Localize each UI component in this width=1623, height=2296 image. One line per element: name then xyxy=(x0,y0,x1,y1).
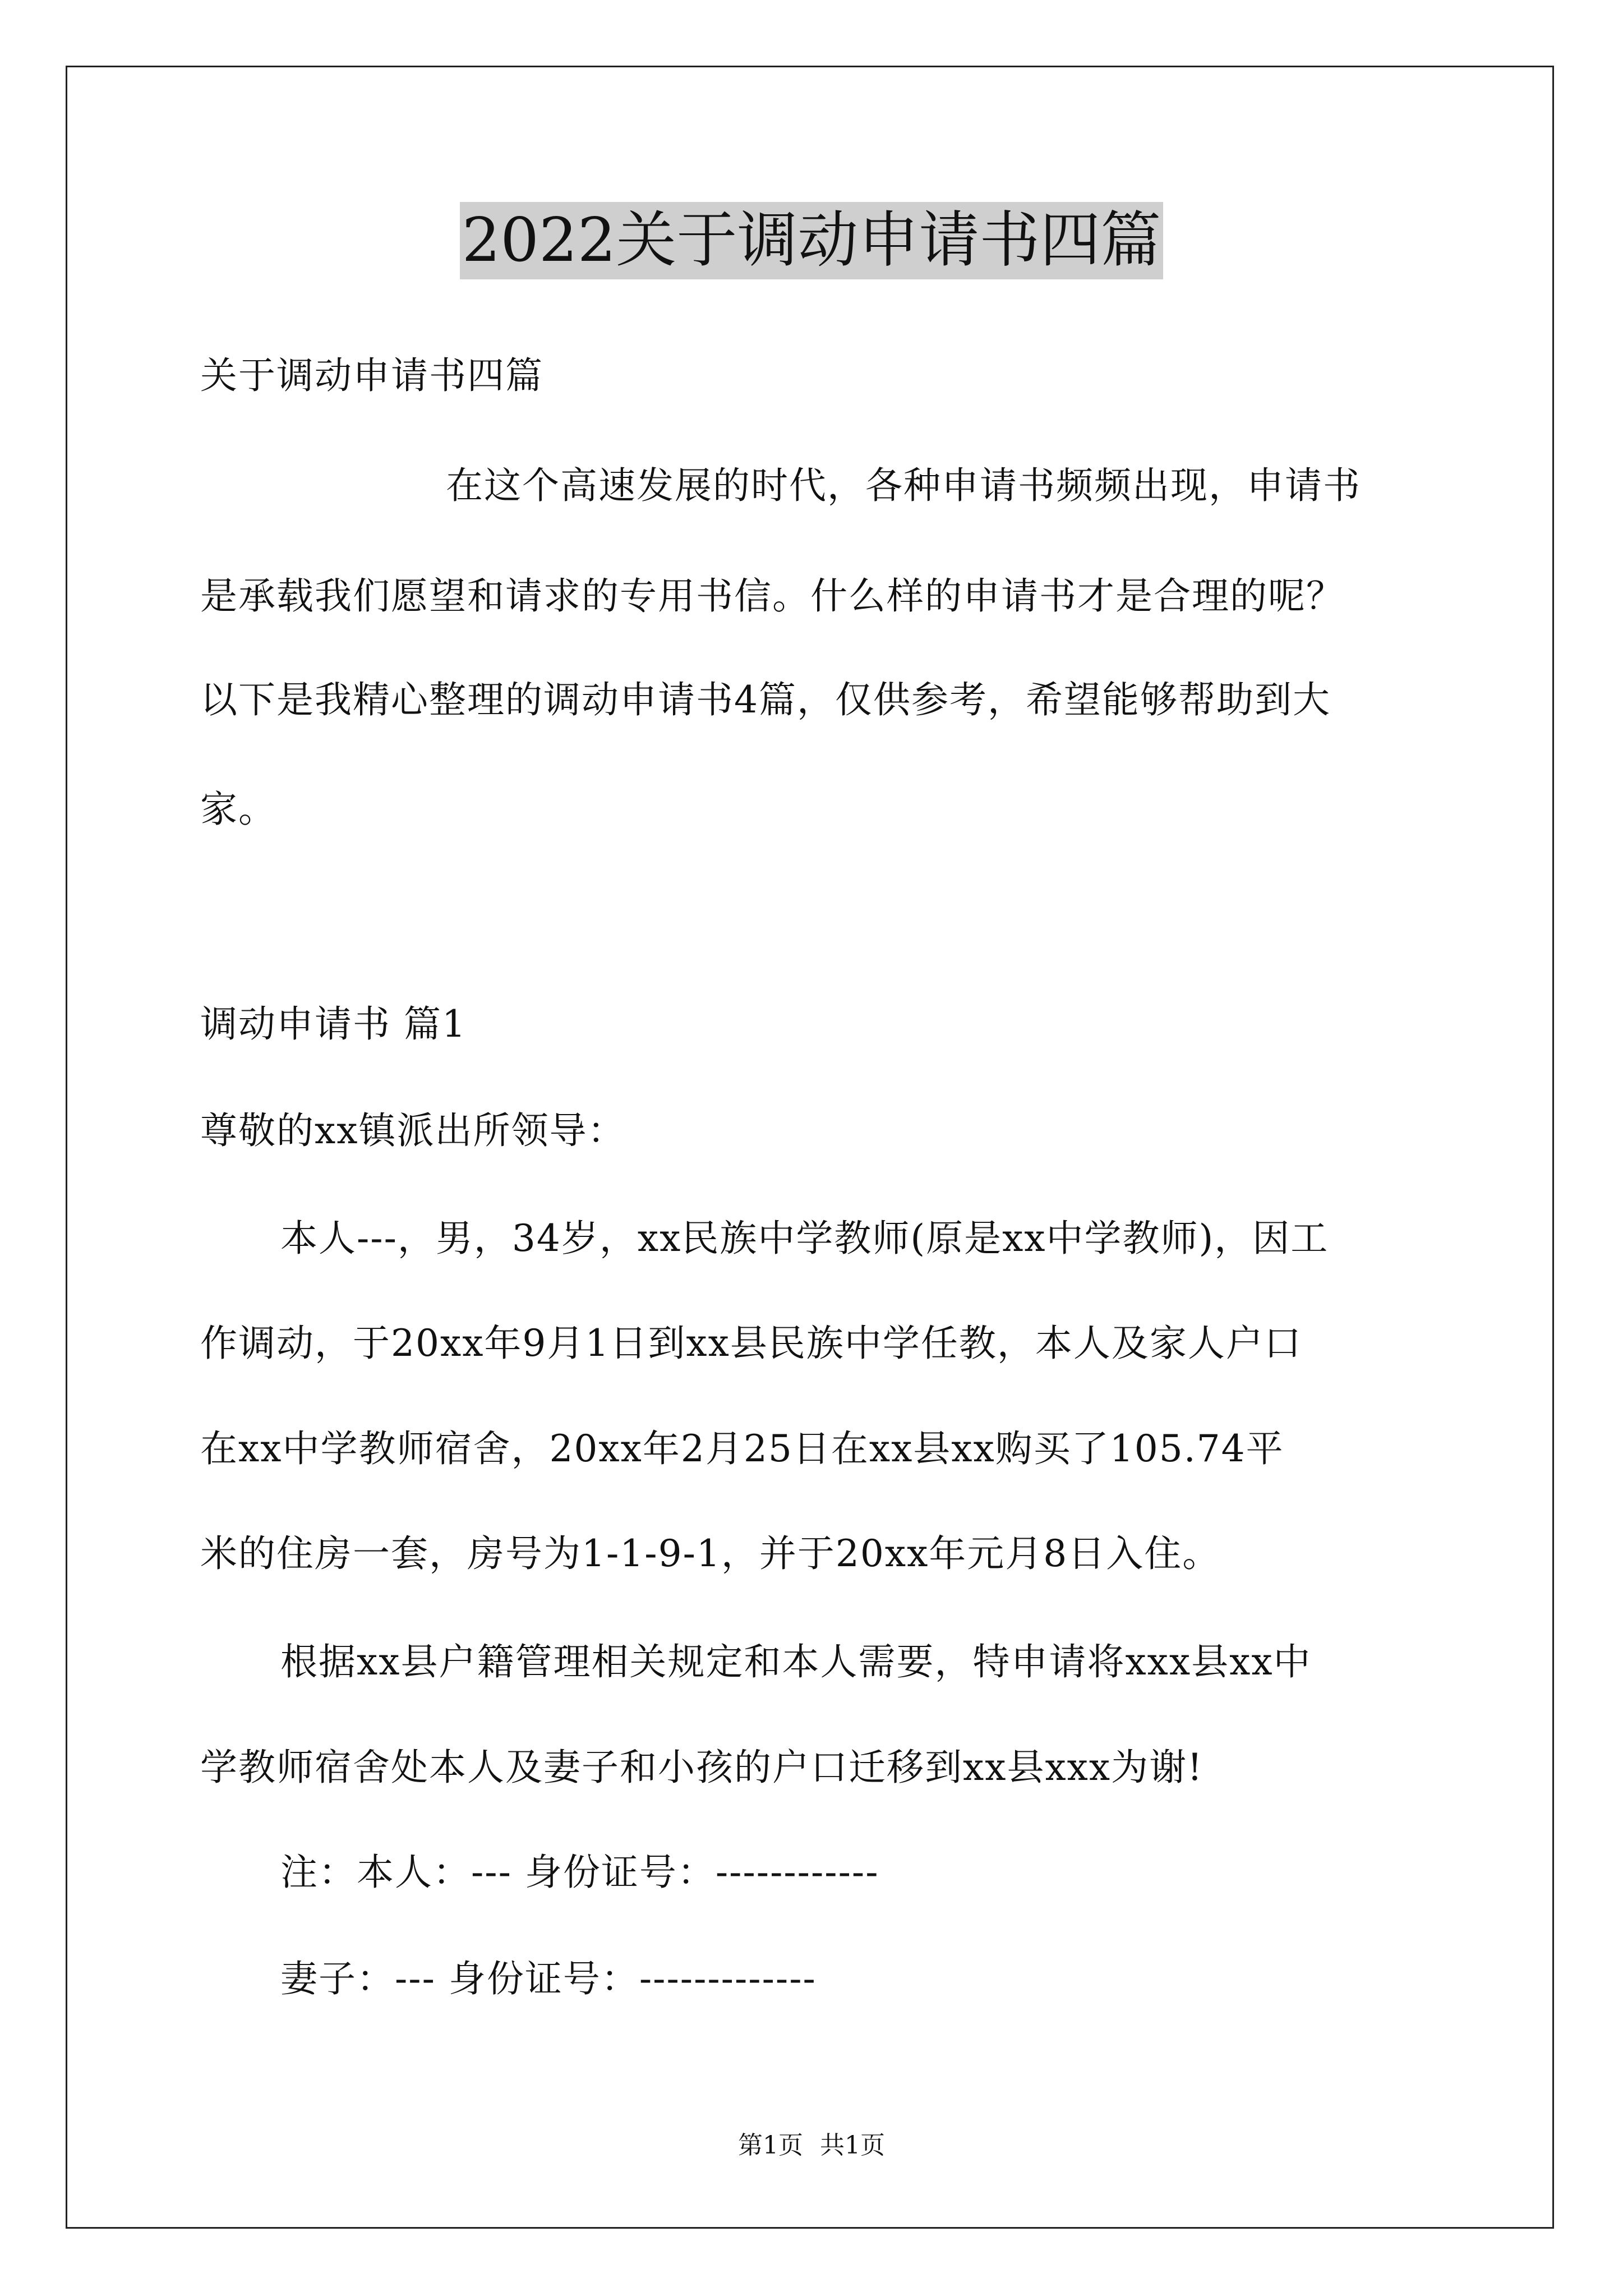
note-line-2: 妻子：--- 身份证号：------------- xyxy=(280,1957,817,2000)
paragraph-1-line-1: 本人---，男，34岁，xx民族中学教师(原是xx中学教师)，因工 xyxy=(280,1217,1329,1260)
intro-heading: 关于调动申请书四篇 xyxy=(200,354,543,397)
paragraph-2-line-2: 学教师宿舍处本人及妻子和小孩的户口迁移到xx县xxx为谢! xyxy=(200,1746,1204,1789)
paragraph-1-line-3: 在xx中学教师宿舍，20xx年2月25日在xx县xx购买了105.74平 xyxy=(200,1427,1284,1470)
page-total: 共1页 xyxy=(820,2131,885,2160)
section-heading: 调动申请书 篇1 xyxy=(200,1002,467,1046)
paragraph-2-line-1: 根据xx县户籍管理相关规定和本人需要，特申请将xxx县xx中 xyxy=(280,1640,1312,1683)
page-current: 第1页 xyxy=(738,2131,803,2160)
intro-line-4: 家。 xyxy=(200,788,276,831)
intro-line-2: 是承载我们愿望和请求的专用书信。什么样的申请书才是合理的呢？ xyxy=(200,574,1344,618)
salutation: 尊敬的xx镇派出所领导： xyxy=(200,1109,626,1152)
paragraph-1-line-4: 米的住房一套，房号为1-1-9-1，并于20xx年元月8日入住。 xyxy=(200,1532,1221,1575)
page-footer xyxy=(0,2132,1623,2160)
document-title: 2022关于调动申请书四篇 xyxy=(460,202,1164,279)
title-wrap xyxy=(0,202,1623,279)
note-line-1: 注：本人：--- 身份证号：------------ xyxy=(280,1851,879,1894)
intro-line-3: 以下是我精心整理的调动申请书4篇，仅供参考，希望能够帮助到大 xyxy=(200,678,1331,721)
paragraph-1-line-2: 作调动，于20xx年9月1日到xx县民族中学任教，本人及家人户口 xyxy=(200,1322,1302,1365)
intro-line-1: 在这个高速发展的时代，各种申请书频频出现，申请书 xyxy=(446,464,1361,507)
